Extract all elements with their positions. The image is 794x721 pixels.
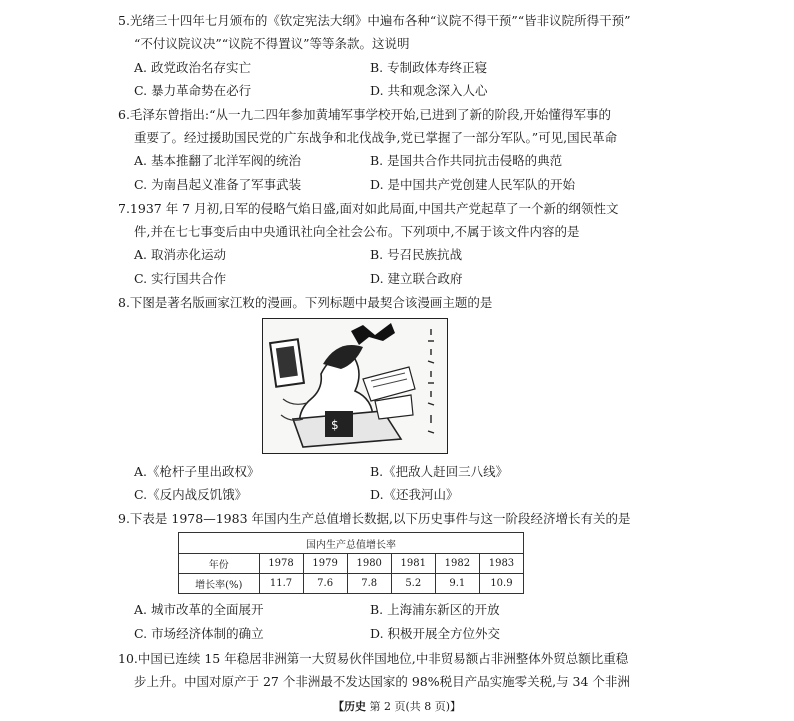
table-cell: 1980 <box>347 554 391 574</box>
q6-option-a[interactable]: A. 基本推翻了北洋军阀的统治 <box>134 153 301 168</box>
table-cell: 5.2 <box>391 574 435 594</box>
q10-stem-line2: 步上升。中国对原产于 27 个非洲最不发达国家的 98%税目产品实施零关税,与 34 个非洲 <box>134 674 630 689</box>
q9-option-b[interactable]: B. 上海浦东新区的开放 <box>370 602 500 617</box>
table-row-label: 增长率(%) <box>179 574 260 594</box>
q7-stem-line1: 7.1937 年 7 月初,日军的侵略气焰日盛,面对如此局面,中国共产党起草了一个新的纲领性文 <box>118 201 619 216</box>
q6-option-d[interactable]: D. 是中国共产党创建人民军队的开始 <box>370 177 576 192</box>
q9-option-a[interactable]: A. 城市改革的全面展开 <box>134 602 264 617</box>
gdp-growth-table <box>178 532 524 594</box>
cartoon-illustration <box>263 319 447 453</box>
q9-stem: 9.下表是 1978—1983 年国内生产总值增长数据,以下历史事件与这一阶段经济增长有关的是 <box>118 511 631 526</box>
table-cell: 9.1 <box>435 574 479 594</box>
q5-option-d[interactable]: D. 共和观念深入人心 <box>370 83 488 98</box>
table-cell: 1982 <box>435 554 479 574</box>
q10-stem-line1: 10.中国已连续 15 年稳居非洲第一大贸易伙伴国地位,中非贸易额占非洲整体外贸总额比重稳 <box>118 651 629 666</box>
table-title: 国内生产总值增长率 <box>179 533 524 554</box>
table-cell: 10.9 <box>479 574 523 594</box>
table-cell: 11.7 <box>259 574 303 594</box>
table-row-label: 年份 <box>179 554 260 574</box>
q5-option-a[interactable]: A. 政党政治名存实亡 <box>134 60 251 75</box>
q5-option-c[interactable]: C. 暴力革命势在必行 <box>134 83 252 98</box>
table-cell: 1978 <box>259 554 303 574</box>
page-footer <box>0 700 794 714</box>
q5-stem-line2: “不付议院议决”“议院不得置议”等等条款。这说明 <box>134 36 410 51</box>
q9-option-d[interactable]: D. 积极开展全方位外交 <box>370 626 501 641</box>
q6-option-c[interactable]: C. 为南昌起义准备了军事武装 <box>134 177 302 192</box>
q5-stem-line1: 5.光绪三十四年七月颁布的《钦定宪法大纲》中遍布各种“议院不得干预”“皆非议院所得干预” <box>118 13 631 28</box>
q7-stem-line2: 件,并在七七事变后由中央通讯社向全社会公布。下列项中,不属于该文件内容的是 <box>134 224 580 239</box>
q5-option-b[interactable]: B. 专制政体寿终正寝 <box>370 60 488 75</box>
q8-stem: 8.下图是著名版画家江敉的漫画。下列标题中最契合该漫画主题的是 <box>118 295 493 310</box>
q8-option-c[interactable]: C.《反内战反饥饿》 <box>134 487 248 502</box>
q9-option-c[interactable]: C. 市场经济体制的确立 <box>134 626 264 641</box>
q8-option-b[interactable]: B.《把敌人赶回三八线》 <box>370 464 509 479</box>
table-cell: 1981 <box>391 554 435 574</box>
table-row-years <box>179 554 524 574</box>
q6-stem-line2: 重要了。经过援助国民党的广东战争和北伐战争,党已掌握了一部分军队。”可见,国民革命 <box>134 130 618 145</box>
q7-option-b[interactable]: B. 号召民族抗战 <box>370 247 463 262</box>
q8-option-a[interactable]: A.《枪杆子里出政权》 <box>134 464 260 479</box>
table-cell: 1979 <box>303 554 347 574</box>
footer-subject: 【历史 <box>332 700 366 713</box>
footer-page-number: 第 2 页(共 8 页)】 <box>369 700 462 713</box>
table-cell: 7.8 <box>347 574 391 594</box>
q7-option-a[interactable]: A. 取消赤化运动 <box>134 247 226 262</box>
table-cell: 1983 <box>479 554 523 574</box>
q8-option-d[interactable]: D.《还我河山》 <box>370 487 459 502</box>
table-row-rates <box>179 574 524 594</box>
q6-stem-line1: 6.毛泽东曾指出:“从一九二四年参加黄埔军事学校开始,已进到了新的阶段,开始懂得军事的 <box>118 107 611 122</box>
q7-option-c[interactable]: C. 实行国共合作 <box>134 271 227 286</box>
table-cell: 7.6 <box>303 574 347 594</box>
woodcut-cartoon-image <box>262 318 448 454</box>
svg-text:$: $ <box>331 418 339 432</box>
q7-option-d[interactable]: D. 建立联合政府 <box>370 271 463 286</box>
q6-option-b[interactable]: B. 是国共合作共同抗击侵略的典范 <box>370 153 563 168</box>
